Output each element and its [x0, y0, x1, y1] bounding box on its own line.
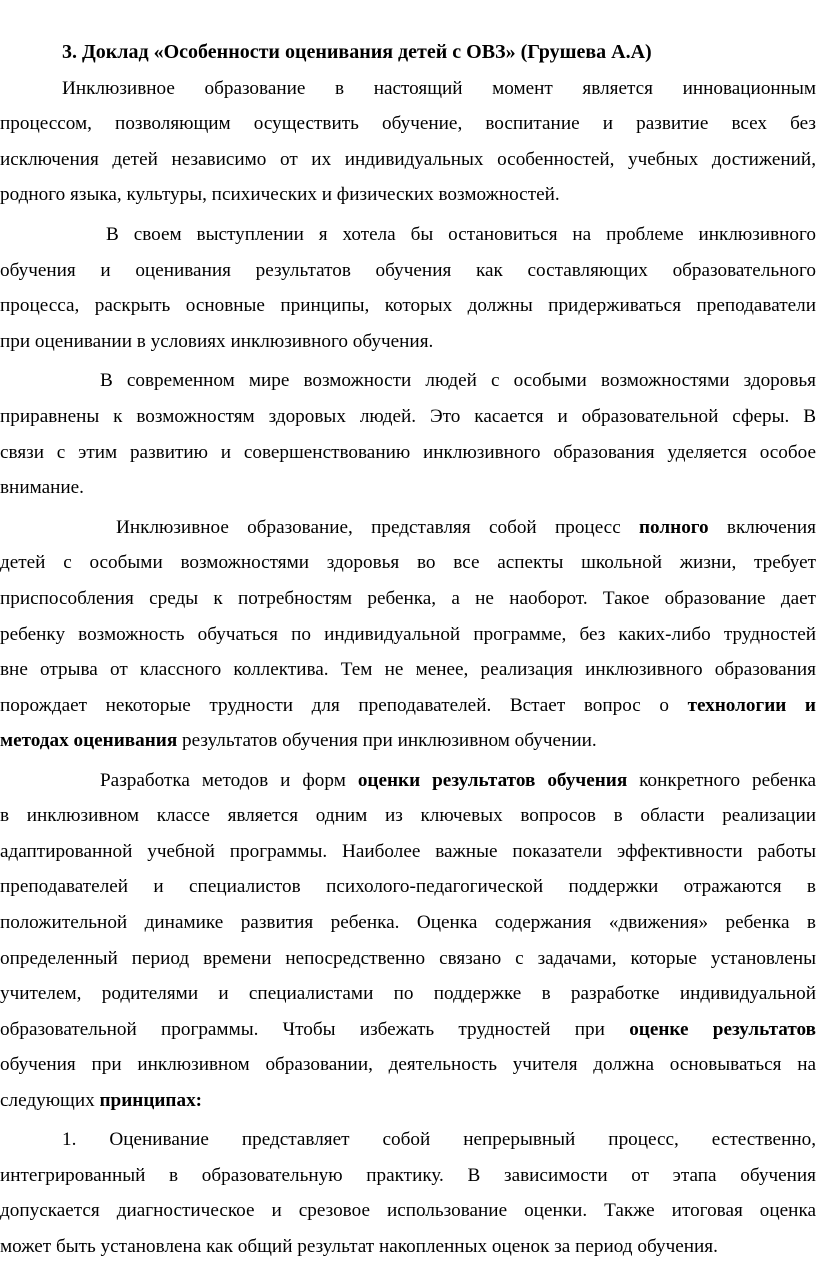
- bold-text: оценки результатов обучения: [357, 770, 628, 791]
- text-line: [0, 328, 433, 356]
- text-span: конкретного ребенка: [627, 770, 816, 791]
- text-line: [0, 1016, 816, 1044]
- text-line: [0, 873, 816, 901]
- text-span: положительной динамике развития ребенка. Оценка содержания «движения» ребенка в: [0, 912, 816, 933]
- text-span: результатов обучения при инклюзивном обучении.: [177, 730, 597, 751]
- text-line: [0, 439, 816, 467]
- text-span: процесса, раскрыть основные принципы, которых должны придерживаться преподаватели: [0, 295, 816, 316]
- text-line: [0, 110, 816, 138]
- text-line: [0, 1233, 718, 1261]
- text-span: В современном мире возможности людей с особыми возможностями здоровья: [100, 370, 816, 391]
- text-line: [0, 403, 816, 431]
- text-line: [116, 514, 816, 542]
- text-line: [0, 292, 816, 320]
- text-span: детей с особыми возможностями здоровья во все аспекты школьной жизни, требует: [0, 552, 816, 573]
- text-span: Разработка методов и форм: [100, 770, 358, 791]
- text-span: вне отрыва от классного коллектива. Тем не менее, реализация инклюзивного образования: [0, 659, 816, 680]
- text-span: приспособления среды к потребностям ребенка, а не наоборот. Такое образование дает: [0, 588, 816, 609]
- text-line: [0, 1162, 816, 1190]
- text-line: [0, 585, 816, 613]
- text-span: адаптированной учебной программы. Наиболее важные показатели эффективности работы: [0, 841, 816, 862]
- text-span: в инклюзивном классе является одним из ключевых вопросов в области реализации: [0, 805, 816, 826]
- bold-text: полного: [639, 517, 709, 538]
- text-span: процессом, позволяющим осуществить обучение, воспитание и развитие всех без: [0, 113, 816, 134]
- text-span: преподавателей и специалистов психолого-педагогической поддержки отражаются в: [0, 876, 816, 897]
- text-span: образовательной программы. Чтобы избежать трудностей при: [0, 1019, 630, 1040]
- text-line: [0, 945, 816, 973]
- text-span: В своем выступлении я хотела бы остановиться на проблеме инклюзивного: [106, 224, 816, 245]
- text-span: допускается диагностическое и срезовое использование оценки. Также итоговая оценка: [0, 1200, 816, 1221]
- text-span: исключения детей независимо от их индивидуальных особенностей, учебных достижений,: [0, 149, 816, 170]
- text-line: [0, 692, 816, 720]
- bold-text: технологии и: [687, 695, 816, 716]
- text-span: ребенку возможность обучаться по индивидуальной программе, без каких-либо трудностей: [0, 624, 816, 645]
- text-line: [100, 767, 816, 795]
- text-span: учителем, родителями и специалистами по поддержке в разработке индивидуальной: [0, 983, 816, 1004]
- text-line: [0, 656, 816, 684]
- text-line: [0, 727, 597, 755]
- text-span: обучения при инклюзивном образовании, деятельность учителя должна основываться на: [0, 1054, 816, 1075]
- text-line: [100, 367, 816, 395]
- text-line: [0, 549, 816, 577]
- text-span: интегрированный в образовательную практику. В зависимости от этапа обучения: [0, 1165, 816, 1186]
- bold-text: принципах:: [99, 1090, 203, 1111]
- text-line: [0, 802, 816, 830]
- bold-text: методах оценивания: [0, 730, 178, 751]
- text-span: при оценивании в условиях инклюзивного обучения.: [0, 331, 434, 352]
- text-span: обучения и оценивания результатов обучения как составляющих образовательного: [0, 260, 816, 281]
- text-span: следующих: [0, 1090, 100, 1111]
- text-span: 1. Оценивание представляет собой непрерывный процесс, естественно,: [62, 1129, 816, 1150]
- text-span: связи с этим развитию и совершенствованию инклюзивного образования уделяется особое: [0, 442, 816, 463]
- text-span: может быть установлена как общий результат накопленных оценок за период обучения.: [0, 1236, 718, 1257]
- text-line: [0, 1051, 816, 1079]
- text-line: [0, 621, 816, 649]
- text-line: [0, 1087, 202, 1115]
- text-line: [0, 257, 816, 285]
- text-line: [0, 474, 84, 502]
- text-span: родного языка, культуры, психических и физических возможностей.: [0, 184, 560, 205]
- text-span: внимание.: [0, 477, 84, 498]
- text-span: порождает некоторые трудности для преподавателей. Встает вопрос о: [0, 695, 688, 716]
- text-line: [0, 146, 816, 174]
- text-span: Инклюзивное образование, представляя собой процесс: [116, 517, 639, 538]
- text-line: [62, 1126, 816, 1154]
- text-span: Инклюзивное образование в настоящий момент является инновационным: [62, 78, 816, 99]
- text-line: [0, 1197, 816, 1225]
- text-line: [0, 909, 816, 937]
- text-span: включения: [708, 517, 816, 538]
- text-line: [62, 75, 816, 103]
- text-line: [0, 838, 816, 866]
- text-line: [0, 181, 560, 209]
- text-span: приравнены к возможностям здоровых людей. Это касается и образовательной сферы. В: [0, 406, 816, 427]
- text-span: определенный период времени непосредственно связано с задачами, которые установлены: [0, 948, 816, 969]
- bold-text: оценке результатов: [629, 1019, 816, 1040]
- document-title: 3. Доклад «Особенности оценивания детей с ОВЗ» (Грушева А.А): [62, 41, 652, 63]
- text-line: [0, 980, 816, 1008]
- text-line: [106, 221, 816, 249]
